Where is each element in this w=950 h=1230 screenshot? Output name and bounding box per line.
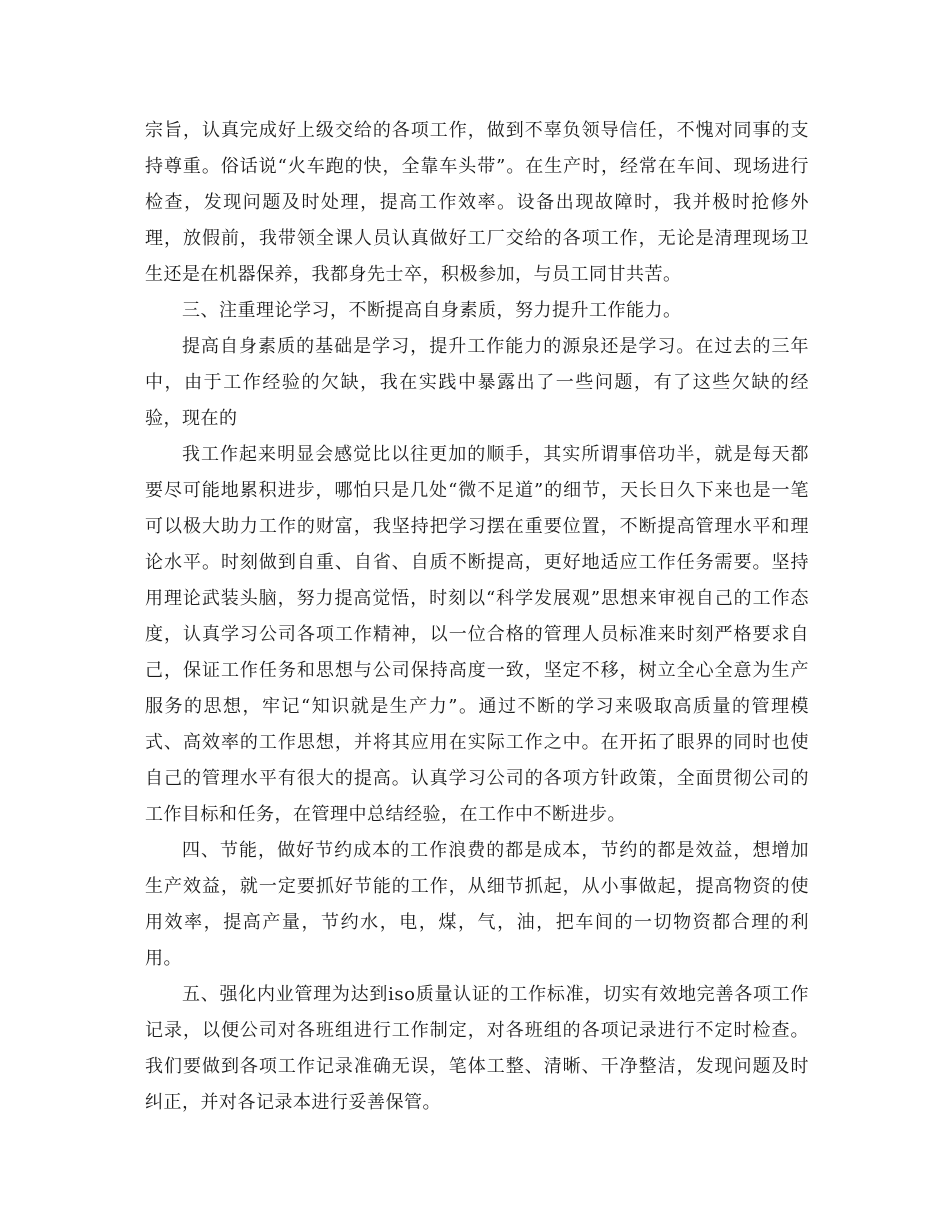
document-body bbox=[145, 113, 809, 1121]
paragraph-work-attitude: 我工作起来明显会感觉比以往更加的顺手，其实所谓事倍功半，就是每天都要尽可能地累积进步，哪怕只是几处“微不足道”的细节，天长日久下来也是一笔可以极大助力工作的财富，我坚持把学习摆在重要位置，不断提高管理水平和理论水平。时刻做到自重、自省、自质不断提高，更好地适应工作任务需要。坚持用理论武装头脑，努力提高觉悟，时刻以“科学发展观”思想来审视自己的工作态度，认真学习公司各项工作精神，以一位合格的管理人员标准来时刻严格要求自己，保证工作任务和思想与公司保持高度一致，坚定不移，树立全心全意为生产服务的思想，牢记“知识就是生产力”。通过不断的学习来吸取高质量的管理模式、高效率的工作思想，并将其应用在实际工作之中。在开拓了眼界的同时也使自己的管理水平有很大的提高。认真学习公司的各项方针政策，全面贯彻公司的工作目标和任务，在管理中总结经验，在工作中不断进步。 bbox=[145, 444, 809, 825]
section-heading-five: 五、强化内业管理为达到iso质量认证的工作标准，切实有效地完善各项工作记录，以便公司对各班组进行工作制定，对各班组的各项记录进行不定时检查。我们要做到各项工作记录准确无误，笔体工整、清晰、干净整洁，发现问题及时纠正，并对各记录本进行妥善保管。 bbox=[145, 984, 809, 1113]
section-heading-four: 四、节能，做好节约成本的工作浪费的都是成本，节约的都是效益，想增加生产效益，就一定要抓好节能的工作，从细节抓起，从小事做起，提高物资的使用效率，提高产量，节约水，电，煤，气，油，把车间的一切物资都合理的利用。 bbox=[145, 840, 809, 969]
paragraph-continuation: 宗旨，认真完成好上级交给的各项工作，做到不辜负领导信任，不愧对同事的支持尊重。俗话说“火车跑的快，全靠车头带”。在生产时，经常在车间、现场进行检查，发现问题及时处理，提高工作效率。设备出现故障时，我并极时抢修外理，放假前，我带领全课人员认真做好工厂交给的各项工作，无论是清理现场卫生还是在机器保养，我都身先士卒，积极参加，与员工同甘共苦。 bbox=[145, 120, 809, 285]
section-heading-three: 三、注重理论学习，不断提高自身素质，努力提升工作能力。 bbox=[182, 300, 682, 321]
paragraph-self-improvement: 提高自身素质的基础是学习，提升工作能力的源泉还是学习。在过去的三年中，由于工作经验的欠缺，我在实践中暴露出了一些问题，有了这些欠缺的经验，现在的 bbox=[145, 336, 809, 429]
